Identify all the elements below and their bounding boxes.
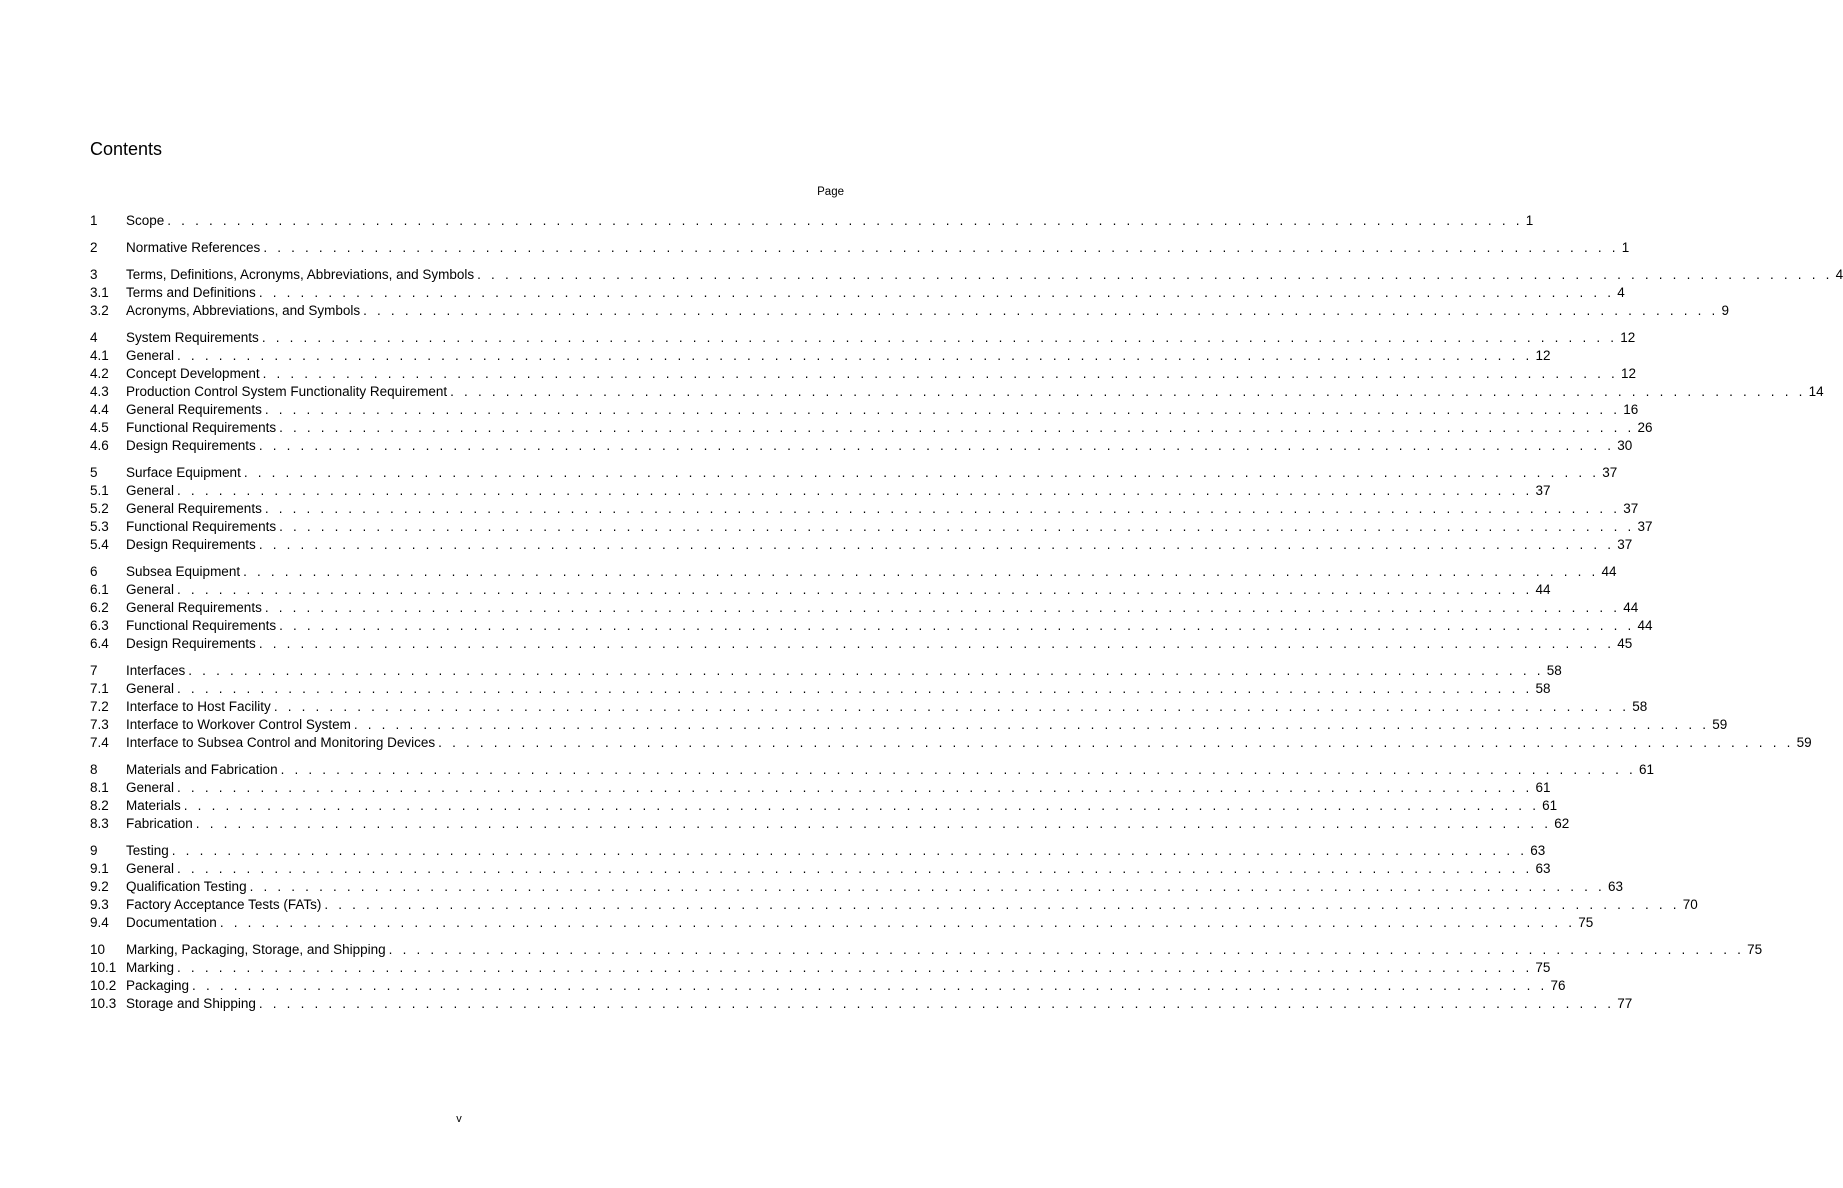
dot-leader: . . . . . . . . . . . . . . . . . . . . . . . . . . . . . . . . . . . . . . . . . . . . . . . . . . . . . . . . . . . . . . . . . . . . . . . . . . . . . . . . . . . . . . . . . . . . . . . . . . — [264, 402, 1621, 417]
toc-entry-page: 63 — [1607, 879, 1624, 894]
dot-leader: . . . . . . . . . . . . . . . . . . . . . . . . . . . . . . . . . . . . . . . . . . . . . . . . . . . . . . . . . . . . . . . . . . . . . . . . . . . . . . . . . . . . . . . . . . . . . . . . . . — [324, 897, 1680, 912]
toc-entry[interactable] — [90, 239, 1630, 257]
dot-leader: . . . . . . . . . . . . . . . . . . . . . . . . . . . . . . . . . . . . . . . . . . . . . . . . . . . . . . . . . . . . . . . . . . . . . . . . . . . . . . . . . . . . . . . . . . . . . . . . . . — [279, 618, 1635, 633]
toc-entry-page: 12 — [1535, 348, 1551, 363]
toc-entry-page: 76 — [1550, 978, 1566, 993]
toc-entry-title[interactable]: Subsea Equipment — [126, 564, 241, 579]
dot-leader: . . . . . . . . . . . . . . . . . . . . . . . . . . . . . . . . . . . . . . . . . . . . . . . . . . . . . . . . . . . . . . . . . . . . . . . . . . . . . . . . . . . . . . . . . . . . . . . . . . — [280, 762, 1636, 777]
toc-entry-number: 6.2 — [90, 600, 109, 615]
toc-entry[interactable] — [90, 698, 1648, 716]
toc-entry-page: 58 — [1535, 681, 1551, 696]
toc-entry-page: 37 — [1617, 537, 1633, 552]
toc-entry-number: 5 — [90, 465, 98, 480]
dot-leader: . . . . . . . . . . . . . . . . . . . . . . . . . . . . . . . . . . . . . . . . . . . . . . . . . . . . . . . . . . . . . . . . . . . . . . . . . . . . . . . . . . . . . . . . . . . . . . . . . . — [219, 915, 1576, 930]
toc-entry[interactable] — [90, 563, 1617, 581]
toc-entry-title[interactable]: Materials and Fabrication — [126, 762, 278, 777]
toc-entry-title[interactable]: General Requirements — [126, 600, 262, 615]
toc-entry[interactable] — [90, 977, 1566, 995]
toc-entry-number: 4.3 — [90, 384, 109, 399]
toc-entry-number: 4 — [90, 330, 98, 345]
toc-entry[interactable] — [90, 761, 1655, 779]
toc-entry-number: 7.1 — [90, 681, 109, 696]
toc-entry-title[interactable]: Fabrication — [126, 816, 193, 831]
page-column-label: Page — [817, 186, 844, 198]
toc-entry-title[interactable]: General — [126, 681, 175, 696]
dot-leader: . . . . . . . . . . . . . . . . . . . . . . . . . . . . . . . . . . . . . . . . . . . . . . . . . . . . . . . . . . . . . . . . . . . . . . . . . . . . . . . . . . . . . . . . . . . . . . . . . . — [249, 879, 1605, 894]
toc-entry[interactable] — [90, 680, 1551, 698]
toc-entry-title[interactable]: Materials — [126, 798, 181, 813]
toc-entry-page: 63 — [1530, 843, 1546, 858]
toc-entry-title[interactable]: Interface to Host Facility — [126, 699, 271, 714]
toc-entry-page: 59 — [1712, 717, 1728, 732]
toc-entry-title[interactable]: Functional Requirements — [126, 618, 277, 633]
toc-entry[interactable] — [90, 896, 1698, 914]
toc-entry-page: 58 — [1632, 699, 1648, 714]
toc-entry-page: 61 — [1535, 780, 1551, 795]
toc-entry-title[interactable]: Factory Acceptance Tests (FATs) — [126, 897, 322, 912]
toc-section-group — [90, 329, 1824, 455]
toc-entry-title[interactable]: Functional Requirements — [126, 420, 277, 435]
toc-entry[interactable] — [90, 779, 1551, 797]
toc-entry-title[interactable]: Design Requirements — [126, 537, 256, 552]
dot-leader: . . . . . . . . . . . . . . . . . . . . . . . . . . . . . . . . . . . . . . . . . . . . . . . . . . . . . . . . . . . . . . . . . . . . . . . . . . . . . . . . . . . . . . . . . . . . . . . . . . — [171, 843, 1528, 858]
dot-leader: . . . . . . . . . . . . . . . . . . . . . . . . . . . . . . . . . . . . . . . . . . . . . . . . . . . . . . . . . . . . . . . . . . . . . . . . . . . . . . . . . . . . . . . . . . . . . . . . . . — [262, 366, 1618, 381]
dot-leader: . . . . . . . . . . . . . . . . . . . . . . . . . . . . . . . . . . . . . . . . . . . . . . . . . . . . . . . . . . . . . . . . . . . . . . . . . . . . . . . . . . . . . . . . . . . . . . . . . . — [279, 519, 1635, 534]
toc-entry-page: 59 — [1796, 735, 1812, 750]
toc-entry-title[interactable]: Design Requirements — [126, 636, 256, 651]
toc-entry-number: 9 — [90, 843, 98, 858]
toc-entry[interactable] — [90, 995, 1633, 1013]
toc-entry-number: 2 — [90, 240, 98, 255]
toc-entry[interactable] — [90, 284, 1625, 302]
toc-entry-page: 62 — [1554, 816, 1570, 831]
toc-entry[interactable] — [90, 860, 1551, 878]
dot-leader: . . . . . . . . . . . . . . . . . . . . . . . . . . . . . . . . . . . . . . . . . . . . . . . . . . . . . . . . . . . . . . . . . . . . . . . . . . . . . . . . . . . . . . . . . . . . . . . . . . — [177, 861, 1533, 876]
dot-leader: . . . . . . . . . . . . . . . . . . . . . . . . . . . . . . . . . . . . . . . . . . . . . . . . . . . . . . . . . . . . . . . . . . . . . . . . . . . . . . . . . . . . . . . . . . . . . . . . . . — [263, 240, 1619, 255]
toc-entry-page: 70 — [1682, 897, 1698, 912]
toc-entry-number: 7 — [90, 663, 98, 678]
toc-entry-number: 5.2 — [90, 501, 109, 516]
toc-entry-number: 3 — [90, 267, 98, 282]
toc-entry-number: 8.3 — [90, 816, 109, 831]
toc-entry-page: 61 — [1542, 798, 1558, 813]
toc-entry-title[interactable]: Interface to Workover Control System — [126, 717, 351, 732]
toc-entry-number: 4.6 — [90, 438, 109, 453]
toc-entry-title[interactable]: Scope — [126, 213, 165, 228]
toc-entry-page: 63 — [1535, 861, 1551, 876]
toc-entry-page: 14 — [1808, 384, 1824, 399]
toc-entry-number: 6 — [90, 564, 98, 579]
dot-leader: . . . . . . . . . . . . . . . . . . . . . . . . . . . . . . . . . . . . . . . . . . . . . . . . . . . . . . . . . . . . . . . . . . . . . . . . . . . . . . . . . . . . . . . . . . . . . . . . . . — [177, 348, 1533, 363]
toc-entry-number: 7.4 — [90, 735, 109, 750]
toc-entry-title[interactable]: Design Requirements — [126, 438, 256, 453]
toc-entry-number: 1 — [90, 213, 98, 228]
toc-entry-page: 44 — [1623, 600, 1639, 615]
toc-entry[interactable] — [90, 734, 1812, 752]
toc-entry[interactable] — [90, 536, 1633, 554]
toc-entry[interactable] — [90, 617, 1653, 635]
toc-entry-page: 12 — [1620, 366, 1637, 381]
toc-entry-page: 44 — [1535, 582, 1551, 597]
toc-entry-page: 30 — [1617, 438, 1633, 453]
toc-entry-page: 4 — [1835, 267, 1843, 282]
toc-entry-number: 3.1 — [90, 285, 109, 300]
toc-entry-page: 44 — [1637, 618, 1653, 633]
toc-entry-page: 75 — [1535, 960, 1551, 975]
toc-entry[interactable] — [90, 500, 1639, 518]
toc-entry-page: 45 — [1617, 636, 1633, 651]
toc-entry[interactable] — [90, 797, 1558, 815]
dot-leader: . . . . . . . . . . . . . . . . . . . . . . . . . . . . . . . . . . . . . . . . . . . . . . . . . . . . . . . . . . . . . . . . . . . . . . . . . . . . . . . . . . . . . . . . . . . . . . . . . . — [264, 501, 1621, 516]
toc-entry-page: 26 — [1637, 420, 1653, 435]
toc-entry-number: 4.5 — [90, 420, 109, 435]
dot-leader: . . . . . . . . . . . . . . . . . . . . . . . . . . . . . . . . . . . . . . . . . . . . . . . . . . . . . . . . . . . . . . . . . . . . . . . . . . . . . . . . . . . . . . . . . . . . . . . . . . — [258, 996, 1615, 1011]
toc-entry-title[interactable]: Production Control System Functionality Requirement — [126, 384, 448, 399]
toc-entry-page: 77 — [1617, 996, 1633, 1011]
toc-entry-title[interactable]: Packaging — [126, 978, 190, 993]
dot-leader: . . . . . . . . . . . . . . . . . . . . . . . . . . . . . . . . . . . . . . . . . . . . . . . . . . . . . . . . . . . . . . . . . . . . . . . . . . . . . . . . . . . . . . . . . . . . . . . . . . — [273, 699, 1630, 714]
toc-entry[interactable] — [90, 266, 1843, 284]
toc-section-group — [90, 464, 1653, 554]
toc-entry-title[interactable]: General Requirements — [126, 501, 262, 516]
toc-entry-title[interactable]: Marking, Packaging, Storage, and Shipping — [126, 942, 386, 957]
toc-entry[interactable] — [90, 419, 1653, 437]
toc-entry-page: 12 — [1620, 330, 1636, 345]
toc-entry-page: 1 — [1525, 213, 1534, 228]
toc-entry[interactable] — [90, 914, 1594, 932]
toc-entry[interactable] — [90, 959, 1551, 977]
dot-leader: . . . . . . . . . . . . . . . . . . . . . . . . . . . . . . . . . . . . . . . . . . . . . . . . . . . . . . . . . . . . . . . . . . . . . . . . . . . . . . . . . . . . . . . . . . . . . . . . . . — [264, 600, 1621, 615]
toc-entry-title[interactable]: General — [126, 582, 175, 597]
toc-entry-number: 10 — [90, 942, 106, 957]
dot-leader: . . . . . . . . . . . . . . . . . . . . . . . . . . . . . . . . . . . . . . . . . . . . . . . . . . . . . . . . . . . . . . . . . . . . . . . . . . . . . . . . . . . . . . . . . . . . . . . . . . — [192, 978, 1548, 993]
toc-section-group — [90, 266, 1843, 320]
toc-entry-number: 9.2 — [90, 879, 109, 894]
toc-entry[interactable] — [90, 716, 1728, 734]
toc-entry[interactable] — [90, 437, 1633, 455]
toc-entry[interactable] — [90, 482, 1551, 500]
dot-leader: . . . . . . . . . . . . . . . . . . . . . . . . . . . . . . . . . . . . . . . . . . . . . . . . . . . . . . . . . . . . . . . . . . . . . . . . . . . . . . . . . . . . . . . . . . . . . . . . . . — [258, 438, 1615, 453]
toc-entry-number: 9.4 — [90, 915, 109, 930]
toc-entry-title[interactable]: Normative References — [126, 240, 261, 255]
toc-entry-number: 7.2 — [90, 699, 109, 714]
toc-entry-number: 3.2 — [90, 303, 109, 318]
toc-entry-page: 37 — [1637, 519, 1653, 534]
dot-leader: . . . . . . . . . . . . . . . . . . . . . . . . . . . . . . . . . . . . . . . . . . . . . . . . . . . . . . . . . . . . . . . . . . . . . . . . . . . . . . . . . . . . . . . . . . . . . . . . . . — [279, 420, 1635, 435]
toc-section-group — [90, 941, 1763, 1013]
toc-entry-number: 5.1 — [90, 483, 109, 498]
footer-page-number: v — [456, 1113, 462, 1125]
toc-entry-number: 10.1 — [90, 960, 117, 975]
toc-section-group — [90, 842, 1698, 932]
dot-leader: . . . . . . . . . . . . . . . . . . . . . . . . . . . . . . . . . . . . . . . . . . . . . . . . . . . . . . . . . . . . . . . . . . . . . . . . . . . . . . . . . . . . . . . . . . . . . . . . . . — [353, 717, 1710, 732]
toc-entry-title[interactable]: Concept Development — [126, 366, 260, 381]
dot-leader: . . . . . . . . . . . . . . . . . . . . . . . . . . . . . . . . . . . . . . . . . . . . . . . . . . . . . . . . . . . . . . . . . . . . . . . . . . . . . . . . . . . . . . . . . . . . . . . . . . — [363, 303, 1719, 318]
toc-entry-title[interactable]: Documentation — [126, 915, 217, 930]
toc-entry-title[interactable]: Interfaces — [126, 663, 186, 678]
toc-entry[interactable] — [90, 329, 1636, 347]
toc-entry[interactable] — [90, 635, 1633, 653]
toc-entry[interactable] — [90, 815, 1570, 833]
toc-entry-number: 4.2 — [90, 366, 109, 381]
dot-leader: . . . . . . . . . . . . . . . . . . . . . . . . . . . . . . . . . . . . . . . . . . . . . . . . . . . . . . . . . . . . . . . . . . . . . . . . . . . . . . . . . . . . . . . . . . . . . . . . . . — [243, 465, 1600, 480]
dot-leader: . . . . . . . . . . . . . . . . . . . . . . . . . . . . . . . . . . . . . . . . . . . . . . . . . . . . . . . . . . . . . . . . . . . . . . . . . . . . . . . . . . . . . . . . . . . . . . . . . . — [261, 330, 1618, 345]
toc-entry-number: 5.3 — [90, 519, 109, 534]
contents-heading: Contents — [90, 139, 163, 159]
toc-entry[interactable] — [90, 599, 1639, 617]
toc-entry-number: 9.3 — [90, 897, 109, 912]
toc-entry-title[interactable]: Acronyms, Abbreviations, and Symbols — [126, 303, 361, 318]
dot-leader: . . . . . . . . . . . . . . . . . . . . . . . . . . . . . . . . . . . . . . . . . . . . . . . . . . . . . . . . . . . . . . . . . . . . . . . . . . . . . . . . . . . . . . . . . . . . . . . . . . — [177, 681, 1533, 696]
toc-entry-title[interactable]: General — [126, 861, 175, 876]
toc-section-group — [90, 239, 1630, 257]
toc-entry[interactable] — [90, 383, 1824, 401]
toc-entry-page: 37 — [1535, 483, 1551, 498]
toc-entry-number: 4.1 — [90, 348, 109, 363]
dot-leader: . . . . . . . . . . . . . . . . . . . . . . . . . . . . . . . . . . . . . . . . . . . . . . . . . . . . . . . . . . . . . . . . . . . . . . . . . . . . . . . . . . . . . . . . . . . . . . . . . . — [167, 213, 1523, 228]
dot-leader: . . . . . . . . . . . . . . . . . . . . . . . . . . . . . . . . . . . . . . . . . . . . . . . . . . . . . . . . . . . . . . . . . . . . . . . . . . . . . . . . . . . . . . . . . . . . . . . . . . — [177, 582, 1533, 597]
toc-entry-number: 8 — [90, 762, 98, 777]
toc-entry-title[interactable]: Storage and Shipping — [126, 996, 256, 1011]
toc-entry-number: 5.4 — [90, 537, 109, 552]
toc-entry[interactable] — [90, 464, 1618, 482]
toc-entry-number: 10.3 — [90, 996, 117, 1011]
toc-entry-title[interactable]: Testing — [126, 843, 169, 858]
dot-leader: . . . . . . . . . . . . . . . . . . . . . . . . . . . . . . . . . . . . . . . . . . . . . . . . . . . . . . . . . . . . . . . . . . . . . . . . . . . . . . . . . . . . . . . . . . . . . . . . . . — [258, 636, 1615, 651]
toc-entry[interactable] — [90, 842, 1546, 860]
dot-leader: . . . . . . . . . . . . . . . . . . . . . . . . . . . . . . . . . . . . . . . . . . . . . . . . . . . . . . . . . . . . . . . . . . . . . . . . . . . . . . . . . . . . . . . . . . . . . . . . . . — [177, 483, 1533, 498]
toc-entry[interactable] — [90, 302, 1730, 320]
toc-entry-page: 58 — [1546, 663, 1562, 678]
toc-entry-page: 37 — [1602, 465, 1618, 480]
toc-entry[interactable] — [90, 347, 1551, 365]
toc-entry[interactable] — [90, 365, 1637, 383]
toc-entry[interactable] — [90, 401, 1639, 419]
toc-entry-title[interactable]: Terms, Definitions, Acronyms, Abbreviations, and Symbols — [126, 267, 475, 282]
toc-entry[interactable] — [90, 212, 1534, 230]
dot-leader: . . . . . . . . . . . . . . . . . . . . . . . . . . . . . . . . . . . . . . . . . . . . . . . . . . . . . . . . . . . . . . . . . . . . . . . . . . . . . . . . . . . . . . . . . . . . . . . . . . — [243, 564, 1599, 579]
toc-entry-page: 61 — [1638, 762, 1655, 777]
toc-entry-page: 4 — [1617, 285, 1625, 300]
dot-leader: . . . . . . . . . . . . . . . . . . . . . . . . . . . . . . . . . . . . . . . . . . . . . . . . . . . . . . . . . . . . . . . . . . . . . . . . . . . . . . . . . . . . . . . . . . . . . . . . . . — [450, 384, 1806, 399]
toc-entry-page: 75 — [1747, 942, 1763, 957]
dot-leader: . . . . . . . . . . . . . . . . . . . . . . . . . . . . . . . . . . . . . . . . . . . . . . . . . . . . . . . . . . . . . . . . . . . . . . . . . . . . . . . . . . . . . . . . . . . . . . . . . . — [477, 267, 1833, 282]
toc-entry-page: 1 — [1621, 240, 1630, 255]
table-of-contents — [90, 212, 1843, 1022]
toc-entry-number: 9.1 — [90, 861, 109, 876]
dot-leader: . . . . . . . . . . . . . . . . . . . . . . . . . . . . . . . . . . . . . . . . . . . . . . . . . . . . . . . . . . . . . . . . . . . . . . . . . . . . . . . . . . . . . . . . . . . . . . . . . . — [258, 537, 1615, 552]
dot-leader: . . . . . . . . . . . . . . . . . . . . . . . . . . . . . . . . . . . . . . . . . . . . . . . . . . . . . . . . . . . . . . . . . . . . . . . . . . . . . . . . . . . . . . . . . . . . . . . . . . — [195, 816, 1552, 831]
toc-entry-number: 10.2 — [90, 978, 117, 993]
toc-entry-title[interactable]: Surface Equipment — [126, 465, 241, 480]
dot-leader: . . . . . . . . . . . . . . . . . . . . . . . . . . . . . . . . . . . . . . . . . . . . . . . . . . . . . . . . . . . . . . . . . . . . . . . . . . . . . . . . . . . . . . . . . . . . . . . . . . — [177, 780, 1533, 795]
toc-entry[interactable] — [90, 662, 1562, 680]
dot-leader: . . . . . . . . . . . . . . . . . . . . . . . . . . . . . . . . . . . . . . . . . . . . . . . . . . . . . . . . . . . . . . . . . . . . . . . . . . . . . . . . . . . . . . . . . . . . . . . . . . — [258, 285, 1615, 300]
toc-entry[interactable] — [90, 878, 1624, 896]
toc-section-group — [90, 662, 1812, 752]
toc-entry[interactable] — [90, 581, 1551, 599]
toc-entry-page: 9 — [1721, 303, 1730, 318]
toc-entry-number: 7.3 — [90, 717, 109, 732]
toc-entry-page: 44 — [1601, 564, 1617, 579]
dot-leader: . . . . . . . . . . . . . . . . . . . . . . . . . . . . . . . . . . . . . . . . . . . . . . . . . . . . . . . . . . . . . . . . . . . . . . . . . . . . . . . . . . . . . . . . . . . . . . . . . . — [188, 663, 1544, 678]
toc-entry-title[interactable]: General Requirements — [126, 402, 262, 417]
dot-leader: . . . . . . . . . . . . . . . . . . . . . . . . . . . . . . . . . . . . . . . . . . . . . . . . . . . . . . . . . . . . . . . . . . . . . . . . . . . . . . . . . . . . . . . . . . . . . . . . . . — [177, 960, 1533, 975]
toc-entry-number: 8.2 — [90, 798, 109, 813]
dot-leader: . . . . . . . . . . . . . . . . . . . . . . . . . . . . . . . . . . . . . . . . . . . . . . . . . . . . . . . . . . . . . . . . . . . . . . . . . . . . . . . . . . . . . . . . . . . . . . . . . . — [438, 735, 1794, 750]
toc-entry-page: 16 — [1623, 402, 1639, 417]
toc-entry-page: 37 — [1623, 501, 1639, 516]
toc-entry-title[interactable]: Interface to Subsea Control and Monitoring Devices — [126, 735, 436, 750]
toc-section-group — [90, 212, 1534, 230]
toc-entry-title[interactable]: Functional Requirements — [126, 519, 277, 534]
dot-leader: . . . . . . . . . . . . . . . . . . . . . . . . . . . . . . . . . . . . . . . . . . . . . . . . . . . . . . . . . . . . . . . . . . . . . . . . . . . . . . . . . . . . . . . . . . . . . . . . . . — [388, 942, 1745, 957]
toc-entry-number: 8.1 — [90, 780, 109, 795]
toc-entry-number: 6.4 — [90, 636, 109, 651]
toc-entry-title[interactable]: General — [126, 483, 175, 498]
toc-entry[interactable] — [90, 941, 1763, 959]
toc-entry-number: 6.1 — [90, 582, 109, 597]
toc-entry-page: 75 — [1578, 915, 1594, 930]
toc-section-group — [90, 563, 1653, 653]
toc-entry[interactable] — [90, 518, 1653, 536]
toc-entry-title[interactable]: Qualification Testing — [126, 879, 247, 894]
toc-entry-title[interactable]: General — [126, 348, 175, 363]
toc-entry-title[interactable]: System Requirements — [126, 330, 259, 345]
toc-entry-title[interactable]: General — [126, 780, 175, 795]
toc-entry-number: 4.4 — [90, 402, 109, 417]
toc-entry-number: 6.3 — [90, 618, 109, 633]
toc-section-group — [90, 761, 1655, 833]
toc-entry-title[interactable]: Terms and Definitions — [126, 285, 256, 300]
dot-leader: . . . . . . . . . . . . . . . . . . . . . . . . . . . . . . . . . . . . . . . . . . . . . . . . . . . . . . . . . . . . . . . . . . . . . . . . . . . . . . . . . . . . . . . . . . . . . . . . . . — [183, 798, 1540, 813]
toc-entry-title[interactable]: Marking — [126, 960, 175, 975]
